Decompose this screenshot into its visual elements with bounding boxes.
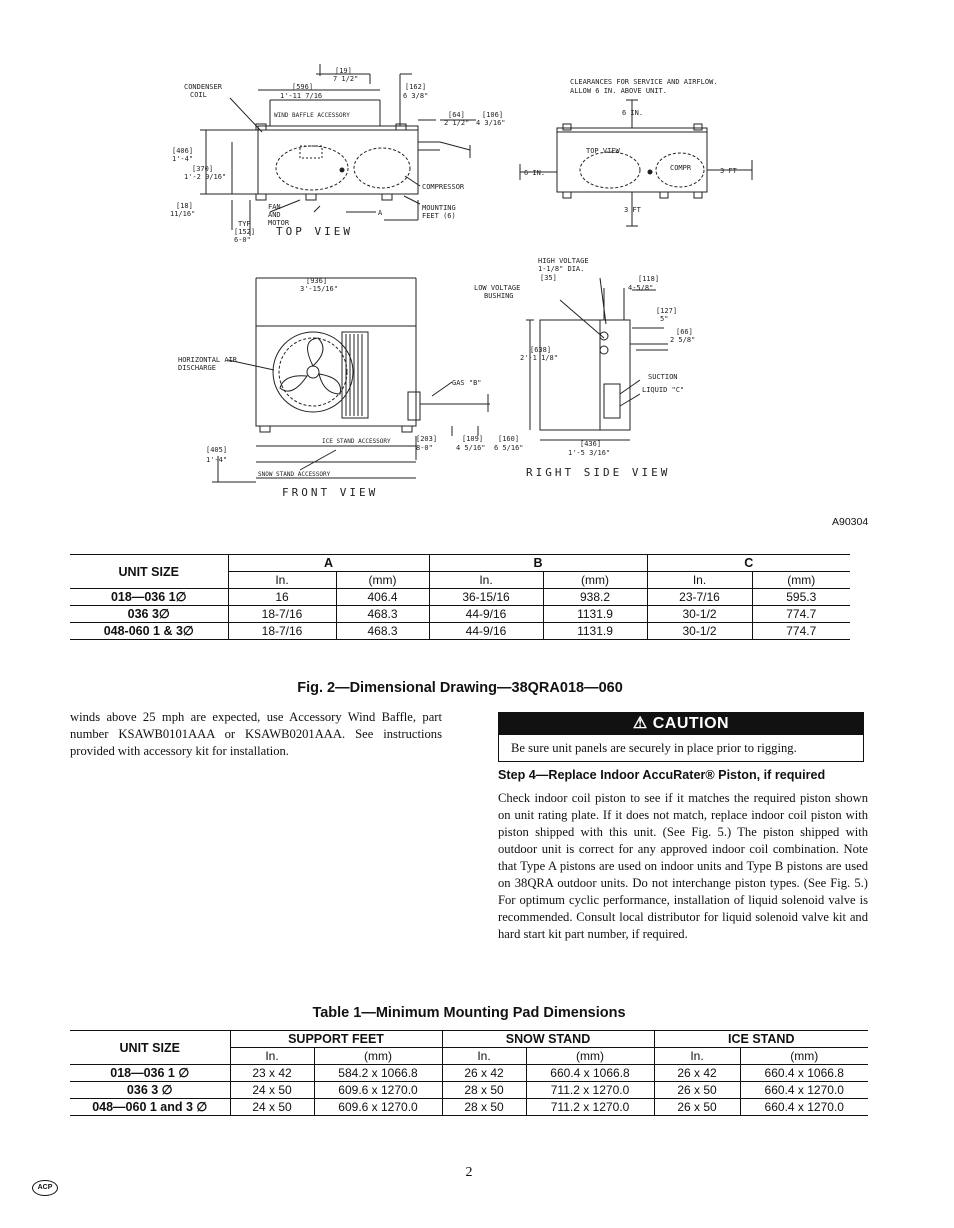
svg-text:[106]: [106] bbox=[482, 111, 504, 119]
group-header-a: A bbox=[228, 555, 429, 572]
subheader: In. bbox=[442, 1048, 526, 1065]
subheader: (mm) bbox=[336, 572, 429, 589]
subheader: In. bbox=[429, 572, 543, 589]
svg-text:MOTOR: MOTOR bbox=[268, 219, 290, 227]
svg-text:1'-4": 1'-4" bbox=[206, 456, 228, 464]
wind-baffle-label: WIND BAFFLE ACCESSORY bbox=[274, 112, 350, 119]
svg-text:COMPR: COMPR bbox=[670, 164, 692, 172]
subheader: (mm) bbox=[526, 1048, 654, 1065]
group-header-support-feet: SUPPORT FEET bbox=[230, 1031, 442, 1048]
svg-text:7 1/2": 7 1/2" bbox=[333, 75, 359, 83]
group-header-ice-stand: ICE STAND bbox=[654, 1031, 868, 1048]
mounting-pad-table bbox=[70, 1030, 868, 1116]
left-paragraph: winds above 25 mph are expected, use Accessory Wind Baffle, part number KSAWB0101AAA or KSAWB0201AAA. See instructions provided with accessory kit for installation. bbox=[70, 710, 442, 758]
table-row: 048-060 1 & 3∅ 18-7/16 468.3 44-9/16 1131.9 30-1/2 774.7 bbox=[70, 623, 850, 640]
front-view-title: FRONT VIEW bbox=[282, 486, 379, 499]
svg-text:5": 5" bbox=[660, 315, 669, 323]
svg-text:6 5/16": 6 5/16" bbox=[494, 444, 524, 452]
subheader: In. bbox=[647, 572, 752, 589]
condenser-coil-label: CONDENSER bbox=[184, 83, 222, 91]
svg-text:3 FT: 3 FT bbox=[720, 167, 737, 175]
caution-box bbox=[498, 712, 864, 762]
compressor-label: COMPRESSOR bbox=[422, 183, 465, 191]
svg-text:[127]: [127] bbox=[656, 307, 678, 315]
svg-text:HIGH VOLTAGE: HIGH VOLTAGE bbox=[538, 257, 589, 265]
dimensional-drawing bbox=[0, 0, 954, 530]
svg-text:DISCHARGE: DISCHARGE bbox=[178, 364, 216, 372]
svg-text:[118]: [118] bbox=[638, 275, 660, 283]
fig2-dimension-table bbox=[70, 554, 850, 640]
clearance-note: CLEARANCES FOR SERVICE AND AIRFLOW. bbox=[570, 78, 718, 86]
subheader: (mm) bbox=[314, 1048, 442, 1065]
warning-icon: ⚠ bbox=[632, 715, 648, 732]
svg-text:ALLOW 6 IN. ABOVE UNIT.: ALLOW 6 IN. ABOVE UNIT. bbox=[570, 87, 667, 95]
svg-text:LOW VOLTAGE: LOW VOLTAGE bbox=[474, 284, 521, 292]
fig2-caption: Fig. 2—Dimensional Drawing—38QRA018—060 bbox=[297, 680, 623, 696]
svg-text:BUSHING: BUSHING bbox=[484, 292, 514, 300]
svg-text:[109]: [109] bbox=[462, 435, 484, 443]
svg-text:[19]: [19] bbox=[335, 67, 352, 75]
svg-text:FEET (6): FEET (6) bbox=[422, 212, 456, 220]
svg-text:[405]: [405] bbox=[206, 446, 228, 454]
group-header-snow-stand: SNOW STAND bbox=[442, 1031, 654, 1048]
svg-text:[162]: [162] bbox=[405, 83, 427, 91]
caution-title: CAUTION bbox=[652, 715, 730, 732]
svg-text:SNOW STAND ACCESSORY: SNOW STAND ACCESSORY bbox=[258, 471, 331, 478]
figure-code: A90304 bbox=[832, 516, 869, 528]
table1-title: Table 1—Minimum Mounting Pad Dimensions bbox=[312, 1005, 626, 1021]
svg-text:2 1/2": 2 1/2" bbox=[444, 119, 470, 127]
svg-text:A: A bbox=[378, 209, 383, 217]
svg-text:1'-11 7/16: 1'-11 7/16 bbox=[280, 92, 323, 100]
caution-text: Be sure unit panels are securely in place prior to rigging. bbox=[511, 741, 797, 755]
right-side-view-title: RIGHT SIDE VIEW bbox=[526, 466, 671, 479]
subheader: (mm) bbox=[790, 1049, 819, 1063]
group-header-b: B bbox=[429, 555, 647, 572]
svg-text:GAS "B": GAS "B" bbox=[452, 379, 482, 387]
subheader: (mm) bbox=[543, 572, 647, 589]
svg-text:6-0": 6-0" bbox=[234, 236, 251, 244]
svg-text:[638]: [638] bbox=[530, 346, 552, 354]
svg-text:[35]: [35] bbox=[540, 274, 557, 282]
svg-text:[160]: [160] bbox=[498, 435, 520, 443]
step4-body: Check indoor coil piston to see if it matches the required piston shown on unit rating plate. If it does not match, replace indoor coil piston with piston shipped with this unit. (See Fig. 5.) The piston shipped with outdoor unit is correct for any approved indoor coil combination. Note that Type A pistons are used on indoor units and Type B pistons are used on 38QRA outdoor units. Do not interchange piston types. (See Fig. 5.) For optimum cyclic performance, installation of liquid solenoid valve is recommended. Consult local distributor for liquid solenoid valve kit and hard start kit part number, if required. bbox=[498, 791, 868, 941]
svg-text:TOP VIEW: TOP VIEW bbox=[586, 147, 620, 155]
unit-size-header: UNIT SIZE bbox=[70, 1031, 230, 1065]
svg-text:1-1/8" DIA.: 1-1/8" DIA. bbox=[538, 265, 585, 273]
svg-text:[370]: [370] bbox=[192, 165, 214, 173]
svg-text:[406]: [406] bbox=[172, 147, 194, 155]
svg-text:SUCTION: SUCTION bbox=[648, 373, 678, 381]
svg-text:4 5/16": 4 5/16" bbox=[456, 444, 486, 452]
subheader: In. bbox=[654, 1048, 740, 1065]
svg-text:TYP: TYP bbox=[238, 220, 251, 228]
svg-text:1'-4": 1'-4" bbox=[172, 155, 194, 163]
svg-text:[596]: [596] bbox=[292, 83, 314, 91]
top-view-title: TOP VIEW bbox=[276, 225, 353, 238]
svg-text:6 3/8": 6 3/8" bbox=[403, 92, 429, 100]
acp-logo bbox=[32, 1180, 58, 1196]
svg-text:4-5/8": 4-5/8" bbox=[628, 284, 654, 292]
svg-text:3'-15/16": 3'-15/16" bbox=[300, 285, 338, 293]
svg-text:8-0": 8-0" bbox=[416, 444, 433, 452]
svg-text:6 IN.: 6 IN. bbox=[622, 109, 644, 117]
group-header-c: C bbox=[647, 555, 850, 572]
table-row: 018—036 1 ∅ 23 x 42 584.2 x 1066.8 26 x 42 660.4 x 1066.8 26 x 42 660.4 x 1066.8 bbox=[70, 1065, 868, 1082]
svg-text:[152]: [152] bbox=[234, 228, 256, 236]
svg-text:2'-1 1/8": 2'-1 1/8" bbox=[520, 354, 558, 362]
subheader: In. bbox=[228, 572, 336, 589]
svg-text:11/16": 11/16" bbox=[170, 210, 196, 218]
table-row: 048—060 1 and 3 ∅ 24 x 50 609.6 x 1270.0 28 x 50 711.2 x 1270.0 26 x 50 660.4 x 1270.0 bbox=[70, 1099, 868, 1116]
svg-text:FAN: FAN bbox=[268, 203, 281, 211]
svg-text:2 5/8": 2 5/8" bbox=[670, 336, 696, 344]
horizontal-air-label: HORIZONTAL AIR bbox=[178, 356, 238, 364]
svg-text:4 3/16": 4 3/16" bbox=[476, 119, 506, 127]
svg-text:[64]: [64] bbox=[448, 111, 465, 119]
svg-text:AND: AND bbox=[268, 211, 281, 219]
page-number: 2 bbox=[465, 1165, 473, 1180]
svg-text:MOUNTING: MOUNTING bbox=[422, 204, 456, 212]
svg-text:[18]: [18] bbox=[176, 202, 193, 210]
svg-text:[436]: [436] bbox=[580, 440, 602, 448]
unit-size-header: UNIT SIZE bbox=[70, 555, 228, 589]
svg-text:3 FT: 3 FT bbox=[624, 206, 641, 214]
svg-text:[936]: [936] bbox=[306, 277, 328, 285]
caution-header bbox=[499, 713, 863, 735]
svg-text:1'-2 9/16": 1'-2 9/16" bbox=[184, 173, 227, 181]
table-row: 036 3 ∅ 24 x 50 609.6 x 1270.0 28 x 50 711.2 x 1270.0 26 x 50 660.4 x 1270.0 bbox=[70, 1082, 868, 1099]
svg-text:6 IN.: 6 IN. bbox=[524, 169, 546, 177]
svg-text:1'-5 3/16": 1'-5 3/16" bbox=[568, 449, 611, 457]
svg-text:LIQUID "C": LIQUID "C" bbox=[642, 386, 685, 394]
subheader: (mm) bbox=[787, 573, 816, 587]
svg-text:ICE STAND ACCESSORY: ICE STAND ACCESSORY bbox=[322, 438, 391, 445]
svg-text:COIL: COIL bbox=[190, 91, 207, 99]
table-row: 018—036 1∅ 16 406.4 36-15/16 938.2 23-7/16 595.3 bbox=[70, 589, 850, 606]
acp-logo-text: ACP bbox=[37, 1184, 53, 1191]
svg-text:[203]: [203] bbox=[416, 435, 438, 443]
svg-text:[66]: [66] bbox=[676, 328, 693, 336]
table-row: 036 3∅ 18-7/16 468.3 44-9/16 1131.9 30-1/2 774.7 bbox=[70, 606, 850, 623]
subheader: In. bbox=[230, 1048, 314, 1065]
step4-heading: Step 4—Replace Indoor AccuRater® Piston, if required bbox=[498, 768, 826, 782]
